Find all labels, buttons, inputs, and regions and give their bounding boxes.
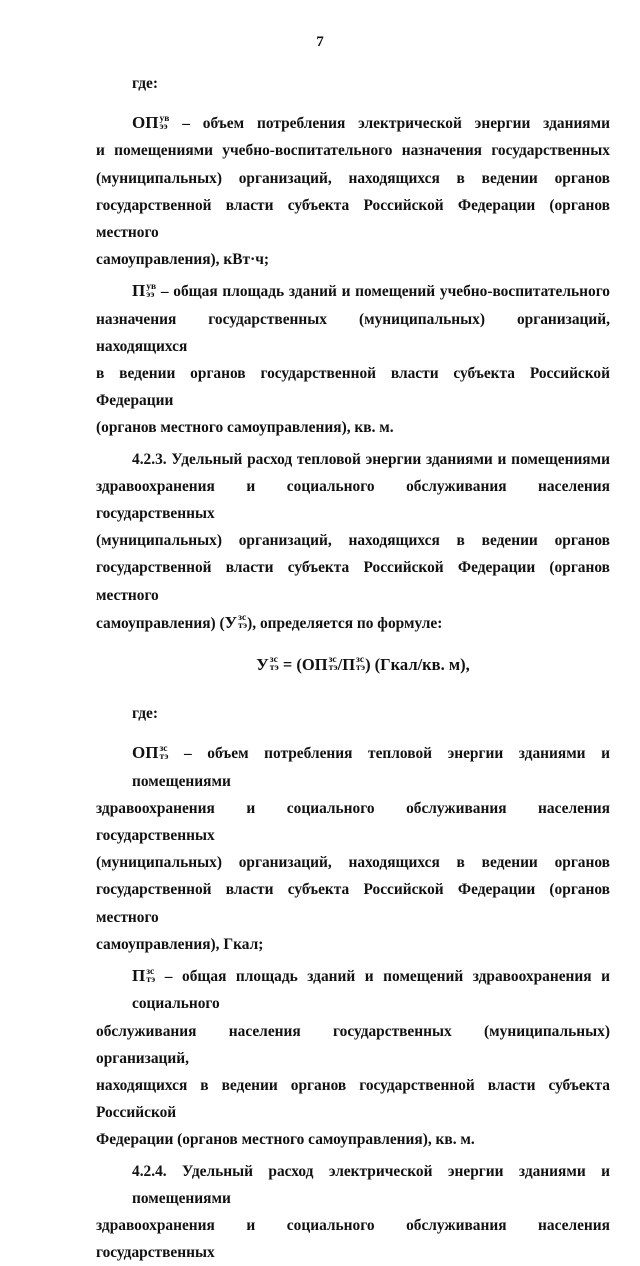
text-line: в ведении органов государственной власти субъекта Российской Федерации <box>96 365 610 410</box>
definition-text: – общая площадь зданий и помещений здравоохранения и социального <box>132 968 610 1013</box>
definition-text: – объем потребления электрической энергии зданиями <box>182 115 610 133</box>
superscript: зс <box>146 966 155 977</box>
symbol-op: ОП <box>132 113 159 133</box>
text-line: обслуживания населения государственных (муниципальных) организаций, <box>96 1022 610 1067</box>
superscript: зс <box>159 743 168 754</box>
page-number: 7 <box>316 34 324 50</box>
section-4-2-4-heading: 4.2.4. Удельный расход электрической энергии зданиями и помещениями <box>132 1162 610 1207</box>
symbol-indices <box>146 283 156 299</box>
symbol-indices <box>329 656 338 672</box>
superscript: ув <box>159 113 170 124</box>
subscript: ээ <box>159 121 168 132</box>
subscript: ээ <box>146 289 155 300</box>
text-line: самоуправления), Гкал; <box>96 935 264 953</box>
superscript: зс <box>356 655 365 666</box>
text-line <box>96 609 610 637</box>
symbol-op: ОП <box>132 743 159 763</box>
text-line: государственной власти субъекта Российской Федерации (органов местного <box>96 196 610 242</box>
subscript: тэ <box>269 663 279 674</box>
definition-area-electric <box>96 277 610 305</box>
text-line: здравоохранения и социального обслуживания населения государственных <box>96 477 610 523</box>
definition-op-electric <box>96 109 610 137</box>
text-line: находящихся в ведении органов государственной власти субъекта Российской <box>96 1076 610 1122</box>
definition-text: – объем потребления тепловой энергии зданиями и помещениями <box>132 745 610 790</box>
symbol-indices <box>356 656 365 672</box>
where-label-2: где: <box>132 705 158 723</box>
definition-area-heat <box>96 962 610 1017</box>
symbol-indices <box>238 614 247 630</box>
formula-lhs: У <box>256 655 269 675</box>
symbol-indices <box>146 968 155 984</box>
text-line: назначения государственных (муниципальных) организаций, находящихся <box>96 310 610 355</box>
superscript: зс <box>269 655 278 666</box>
subscript: тэ <box>328 663 338 674</box>
text-line: и помещениями учебно-воспитательного назначения государственных <box>96 142 610 160</box>
subscript: тэ <box>159 751 169 762</box>
text-line: государственной власти субъекта Российской Федерации (органов местного <box>96 881 610 926</box>
subscript: тэ <box>238 621 248 632</box>
formula-slash: /П <box>337 655 356 675</box>
symbol-p: П <box>132 966 146 986</box>
symbol-u: У <box>224 612 238 632</box>
text-line: здравоохранения и социального обслуживания населения государственных <box>96 799 610 845</box>
section-4-2-3-heading: 4.2.3. Удельный расход тепловой энергии зданиями и помещениями <box>132 450 610 468</box>
symbol-indices <box>159 115 169 131</box>
definition-text: – общая площадь зданий и помещений учебно-воспитательного <box>160 283 610 301</box>
superscript: зс <box>328 655 337 666</box>
superscript: ув <box>146 281 157 292</box>
superscript: зс <box>238 613 247 624</box>
formula-tail: ) (Гкал/кв. м), <box>365 655 470 675</box>
text-line: (органов местного самоуправления), кв. м. <box>96 419 394 437</box>
symbol-indices <box>270 656 279 672</box>
text-line: (муниципальных) организаций, находящихся в ведении органов <box>96 532 610 550</box>
symbol-indices <box>159 745 168 761</box>
text-line: Федерации (органов местного самоуправления), кв. м. <box>96 1131 475 1149</box>
text-line: (муниципальных) организаций, находящихся в ведении органов <box>96 169 610 187</box>
formula-eq: = (ОП <box>278 655 328 675</box>
definition-op-heat <box>96 739 610 794</box>
subscript: тэ <box>356 663 366 674</box>
text-fragment: самоуправления) ( <box>96 614 225 632</box>
subscript: тэ <box>146 974 156 985</box>
text-line: здравоохранения и социального обслуживания населения государственных <box>96 1216 610 1262</box>
text-line: (муниципальных) организаций, находящихся в ведении органов <box>96 854 610 872</box>
where-label-1: где: <box>132 75 158 92</box>
symbol-p: П <box>132 281 146 301</box>
document-body <box>96 70 610 1266</box>
formula <box>96 651 610 678</box>
text-fragment: ), определяется по формуле: <box>247 614 443 632</box>
text-line: самоуправления), кВт·ч; <box>96 251 270 269</box>
text-line: государственной власти субъекта Российской Федерации (органов местного <box>96 559 610 604</box>
